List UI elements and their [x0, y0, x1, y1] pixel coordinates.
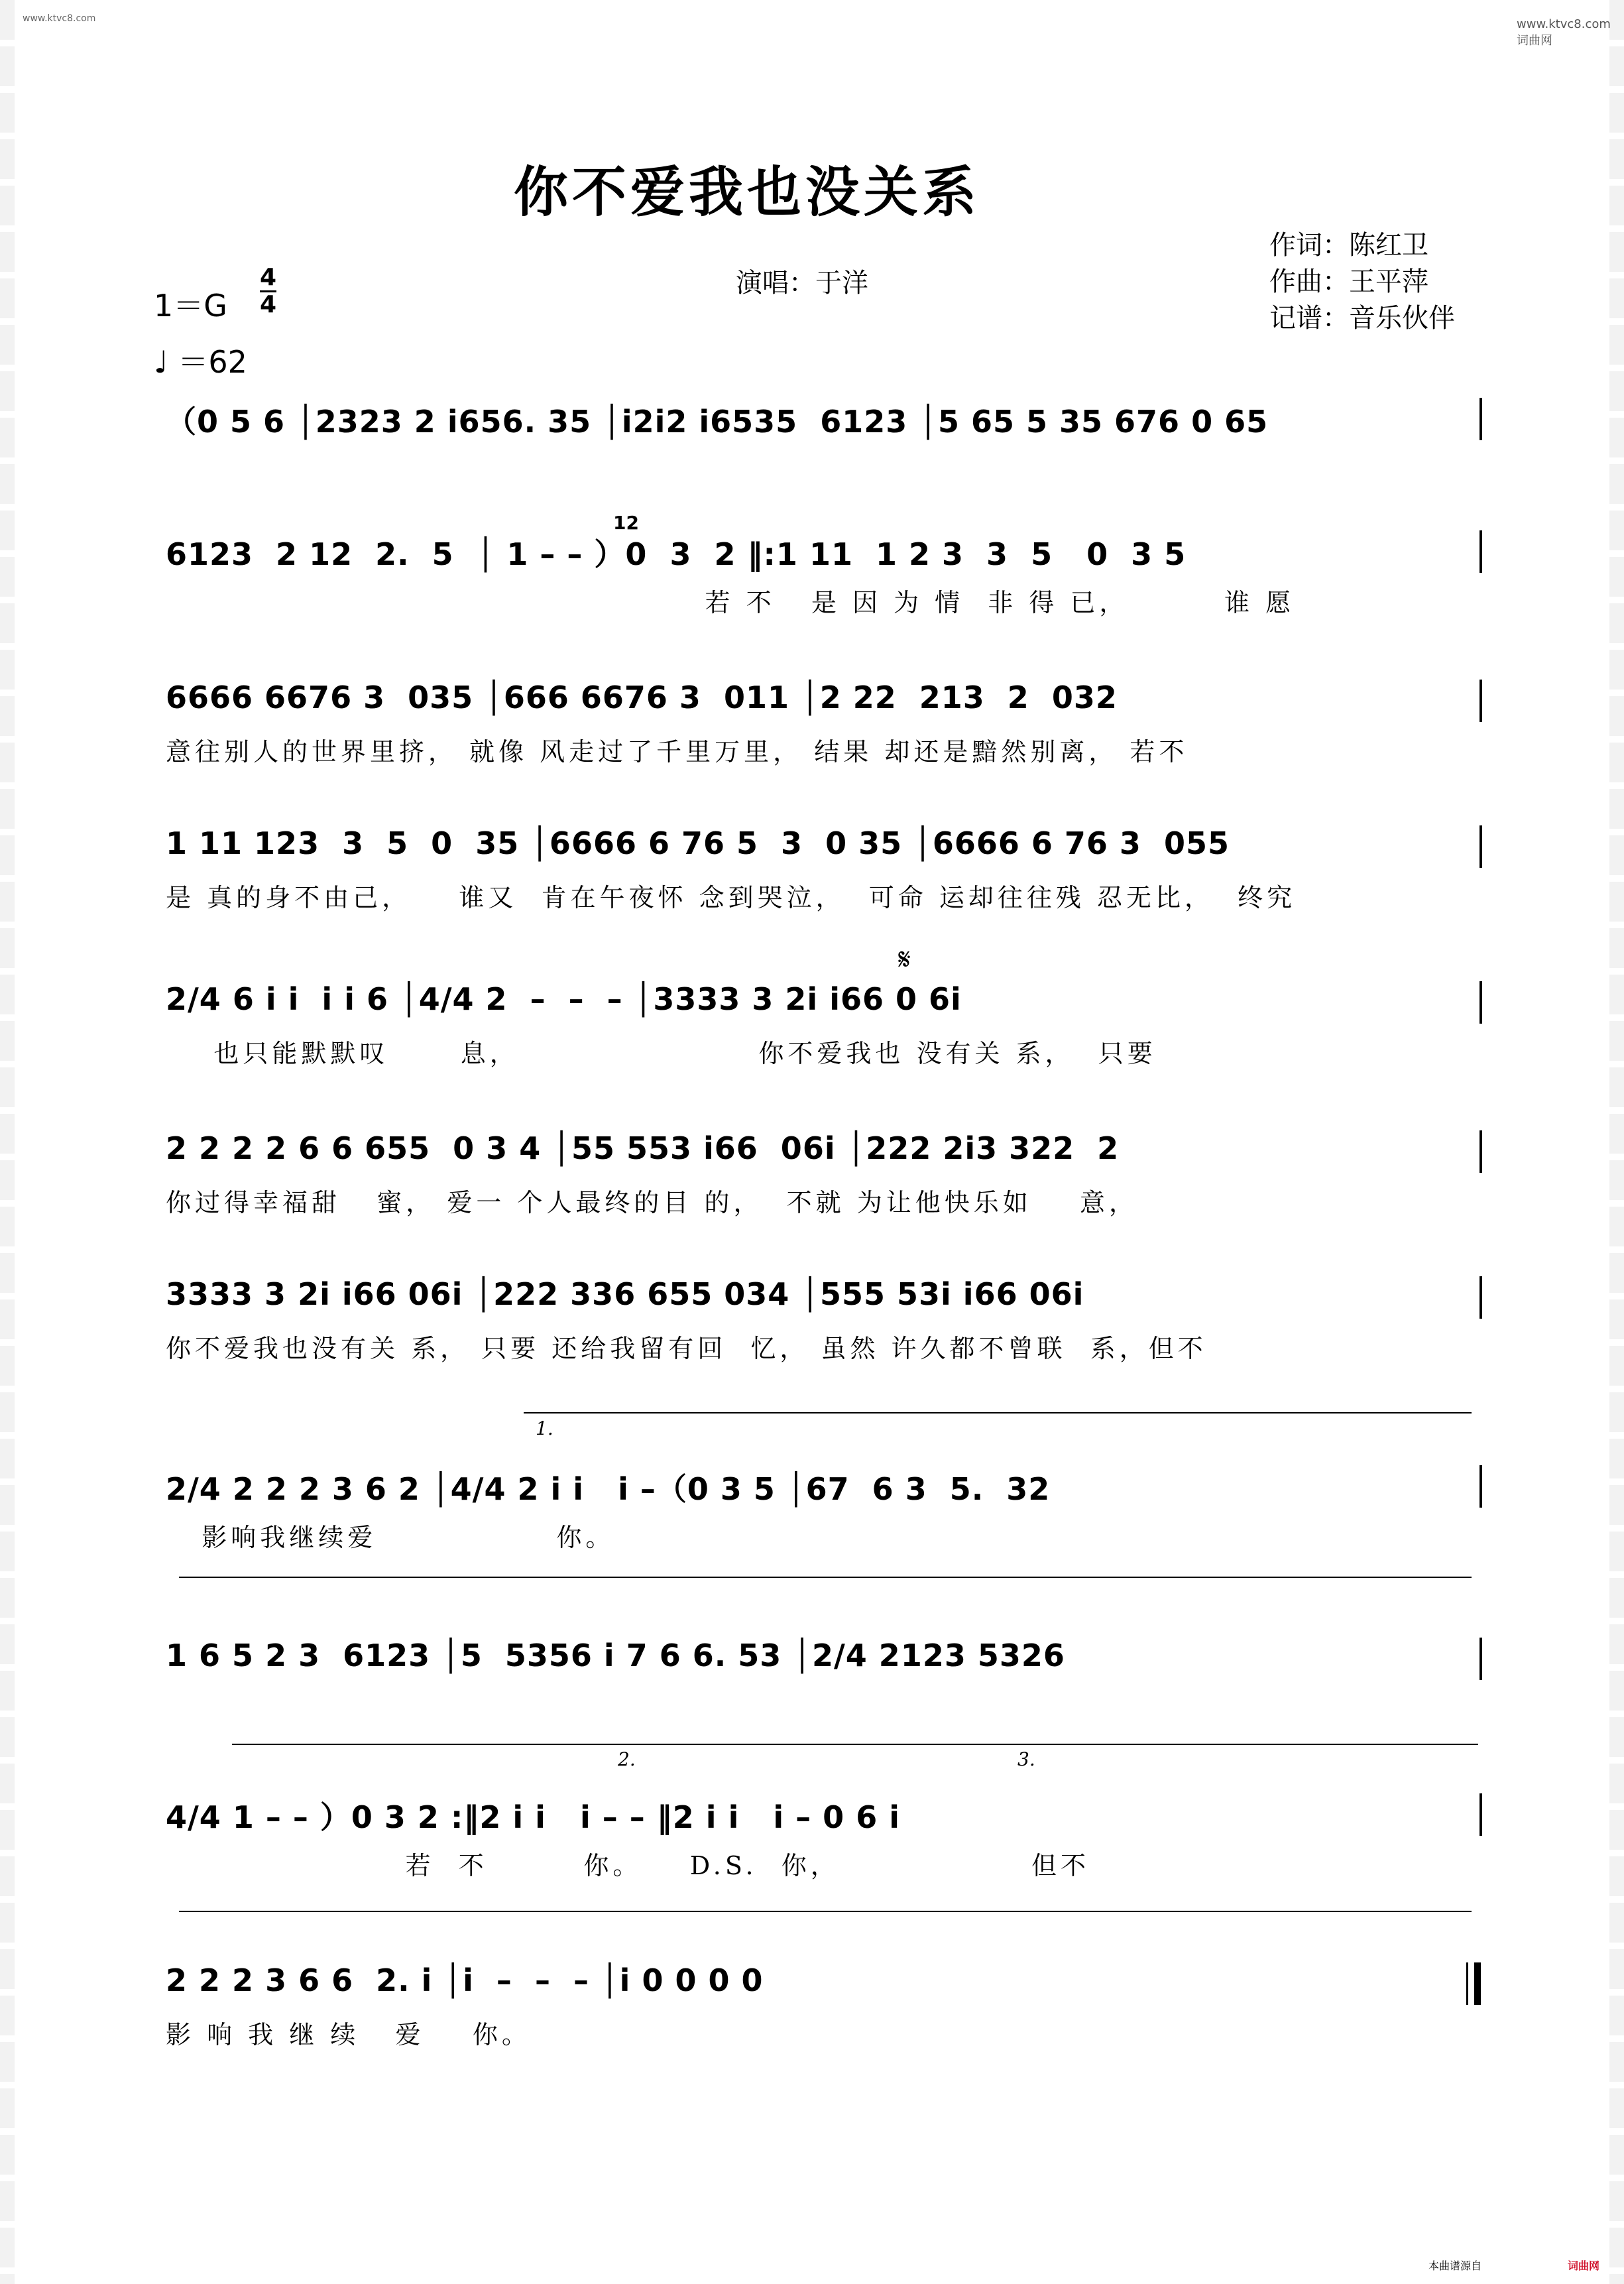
footer-source: 本曲谱源自 [1428, 2259, 1482, 2272]
site-url-top-right: www.ktvc8.com 词曲网 [1517, 17, 1611, 48]
transcriber-credit: 记谱：音乐伙伴 [1269, 303, 1455, 333]
footer-brand: 词曲网 [1568, 2259, 1600, 2272]
key-signature [154, 282, 227, 326]
notes-line-6: 2 2 2 2 6 6 655 0 3 4 │55 553 i66 06i │222 2i3 322 2 [166, 1130, 1120, 1166]
notes-line-8: 2/4 2 2 2 3 6 2 │4/4 2 i i i –（0 3 5 │67 6 3 5. 32 [166, 1471, 1051, 1507]
singer-credit: 演唱：于洋 [736, 268, 868, 298]
time-denominator: 4 [260, 291, 277, 318]
volta-2-label: 2. [618, 1748, 636, 1770]
barline [1479, 1638, 1482, 1680]
notes-line-5: 2/4 6 i i i i 6 │4/4 2 – – – │3333 3 2i i66 0 6i [166, 981, 962, 1017]
lyricist-credit: 作词：陈红卫 [1269, 230, 1428, 261]
grace-note-marker: 12 [613, 512, 639, 534]
notes-line-2: 6123 2 12 2. 5 │ 1 – – ）0 3 2 ‖:1 11 1 2 3 3 5 0 3 5 [166, 536, 1187, 572]
notes-line-11: 2 2 2 3 6 6 2. i │i – – – │i 0 0 0 0 [166, 1962, 764, 1998]
song-title: 你不爱我也没关系 [514, 161, 981, 224]
time-signature [260, 265, 276, 318]
lyrics-line-3: 意往别人的世界里挤， 就像 风走过了千里万里， 结果 却还是黯然别离， 若不 [166, 737, 1189, 766]
section-rule [179, 1577, 1472, 1578]
barline [1479, 1465, 1482, 1508]
barline [1479, 981, 1482, 1024]
barline [1479, 1276, 1482, 1319]
barline [1479, 530, 1482, 573]
time-numerator: 4 [260, 264, 277, 291]
barline [1479, 1130, 1482, 1173]
barline [1479, 1793, 1482, 1836]
final-barline-thick [1474, 1962, 1481, 2005]
notes-line-3: 6666 6676 3 035 │666 6676 3 011 │2 22 213 2 032 [166, 680, 1118, 715]
lyrics-line-10: 若 不 你。 D.S. 你， 但不 [166, 1851, 1090, 1880]
site-url-top-left: www.ktvc8.com [23, 13, 96, 24]
tempo-marking [154, 338, 247, 382]
barline [1479, 398, 1482, 440]
notes-line-7: 3333 3 2i i66 06i │222 336 655 034 │555 53i i66 06i [166, 1276, 1084, 1312]
lyrics-line-11: 影 响 我 继 续 爱 你。 [166, 2020, 531, 2049]
left-border-strip [0, 0, 15, 2284]
final-barline-thin [1466, 1962, 1468, 2005]
notes-line-4: 1 11 123 3 5 0 35 │6666 6 76 5 3 0 35 │6666 6 76 3 055 [166, 825, 1230, 861]
volta-1-label: 1. [536, 1417, 553, 1439]
volta-3-label: 3. [1017, 1748, 1035, 1770]
lyrics-line-4: 是 真的身不由己， 谁又 肯在午夜怀 念到哭泣， 可命 运却往往残 忍无比， 终究 [166, 883, 1297, 912]
lyrics-line-2: 若 不 是 因 为 情 非 得 已， 谁 愿 [166, 588, 1295, 617]
notes-line-1: （0 5 6 │2323 2 i656. 35 │i2i2 i6535 6123 │5 65 5 35 676 0 65 [166, 404, 1269, 440]
notes-line-9: 1 6 5 2 3 6123 │5 5356 i 7 6 6. 53 │2/4 2123 5326 [166, 1638, 1065, 1673]
section-rule-2 [179, 1911, 1472, 1912]
barline [1479, 825, 1482, 868]
lyrics-line-6: 你过得幸福甜 蜜， 爱一 个人最终的目 的， 不就 为让他快乐如 意， [166, 1188, 1139, 1217]
segno-icon: 𝄋 [898, 943, 911, 977]
volta-bracket-top-2 [232, 1744, 1478, 1745]
quarter-note-icon: ♩ [154, 344, 168, 380]
right-border-strip [1609, 0, 1624, 2284]
lyrics-line-5: 也只能默默叹 息， 你不爱我也 没有关 系， 只要 [166, 1039, 1157, 1068]
volta-bracket-top [524, 1412, 1472, 1413]
composer-credit: 作曲：王平萍 [1269, 267, 1428, 297]
barline [1479, 680, 1482, 722]
notes-line-10: 4/4 1 – – ）0 3 2 :‖2 i i i – – ‖2 i i i – 0 6 i [166, 1799, 900, 1835]
lyrics-line-8: 影响我继续爱 你。 [166, 1523, 615, 1552]
lyrics-line-7: 你不爱我也没有关 系， 只要 还给我留有回 忆， 虽然 许久都不曾联 系，但不 [166, 1334, 1207, 1363]
key-label: 1＝G [154, 288, 227, 324]
tempo-value: ＝62 [178, 344, 247, 380]
